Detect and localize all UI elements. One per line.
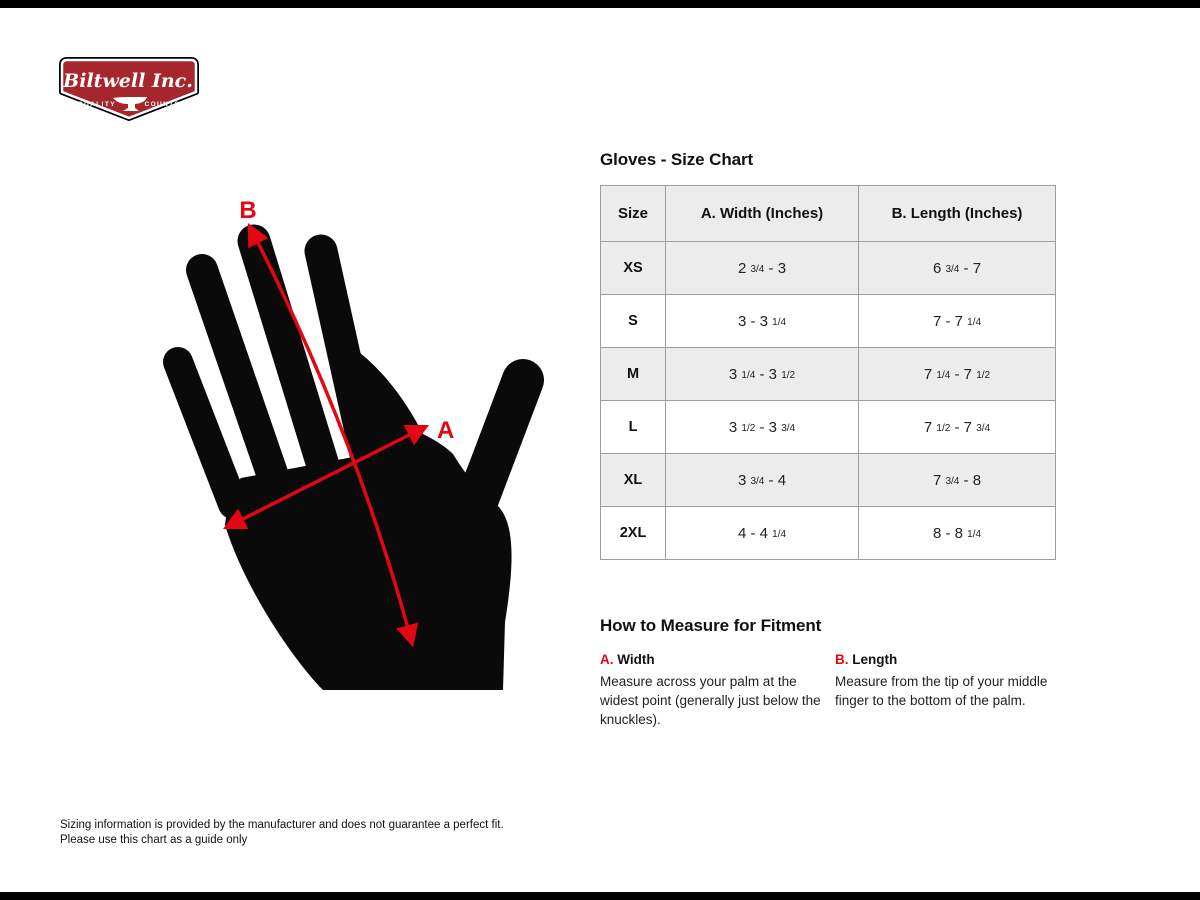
length-value: 7 3/4 - 8 — [859, 454, 1056, 507]
measure-length-heading — [835, 652, 1055, 667]
size-value: XL — [601, 454, 666, 507]
hand-measurement-diagram — [145, 192, 581, 692]
sizing-disclaimer — [60, 818, 504, 848]
logo-brand-text: Biltwell Inc. — [63, 70, 193, 92]
length-value: 7 1/4 - 7 1/2 — [859, 348, 1056, 401]
table-row — [601, 348, 1056, 401]
disclaimer-line-2: Please use this chart as a guide only — [60, 833, 248, 846]
diagram-label-a: A — [437, 417, 455, 444]
size-chart-section — [600, 150, 1055, 730]
width-value: 4 - 4 1/4 — [666, 507, 859, 560]
width-value: 3 1/4 - 3 1/2 — [666, 348, 859, 401]
biltwell-logo — [58, 57, 200, 121]
size-value: L — [601, 401, 666, 454]
table-header-row — [601, 186, 1056, 242]
table-row — [601, 401, 1056, 454]
column-header-width: A. Width (Inches) — [666, 186, 859, 242]
measure-width-description: Measure across your palm at the widest point (generally just below the knuckles). — [600, 674, 821, 727]
table-row — [601, 242, 1056, 295]
logo-tagline-left: “QUALITY — [73, 101, 116, 108]
bottom-border-bar — [0, 892, 1200, 900]
measure-instructions — [600, 652, 1055, 730]
size-value: S — [601, 295, 666, 348]
measure-length-letter: B. — [835, 652, 849, 667]
size-chart-table — [600, 185, 1056, 560]
measure-length-description: Measure from the tip of your middle finger to the bottom of the palm. — [835, 674, 1048, 708]
thumb — [473, 380, 523, 512]
measure-length-block — [835, 652, 1055, 730]
width-value: 3 - 3 1/4 — [666, 295, 859, 348]
measure-width-letter: A. — [600, 652, 614, 667]
width-value: 3 1/2 - 3 3/4 — [666, 401, 859, 454]
logo-tagline-right: COUNTS” — [144, 101, 185, 108]
size-value: 2XL — [601, 507, 666, 560]
top-border-bar — [0, 0, 1200, 8]
length-value: 7 1/2 - 7 3/4 — [859, 401, 1056, 454]
table-row — [601, 454, 1056, 507]
length-value: 8 - 8 1/4 — [859, 507, 1056, 560]
table-row — [601, 507, 1056, 560]
measure-length-name: Length — [852, 652, 898, 667]
diagram-label-b: B — [239, 197, 257, 224]
length-value: 7 - 7 1/4 — [859, 295, 1056, 348]
width-value: 3 3/4 - 4 — [666, 454, 859, 507]
size-chart-title: Gloves - Size Chart — [600, 150, 754, 169]
column-header-size: Size — [601, 186, 666, 242]
measure-width-heading — [600, 652, 835, 667]
size-value: XS — [601, 242, 666, 295]
table-row — [601, 295, 1056, 348]
column-header-length: B. Length (Inches) — [859, 186, 1056, 242]
how-to-measure-title: How to Measure for Fitment — [600, 616, 822, 635]
measure-width-name: Width — [617, 652, 655, 667]
width-value: 2 3/4 - 3 — [666, 242, 859, 295]
size-value: M — [601, 348, 666, 401]
disclaimer-line-1: Sizing information is provided by the manufacturer and does not guarantee a perfect fit. — [60, 819, 504, 831]
length-value: 6 3/4 - 7 — [859, 242, 1056, 295]
measure-width-block — [600, 652, 835, 730]
